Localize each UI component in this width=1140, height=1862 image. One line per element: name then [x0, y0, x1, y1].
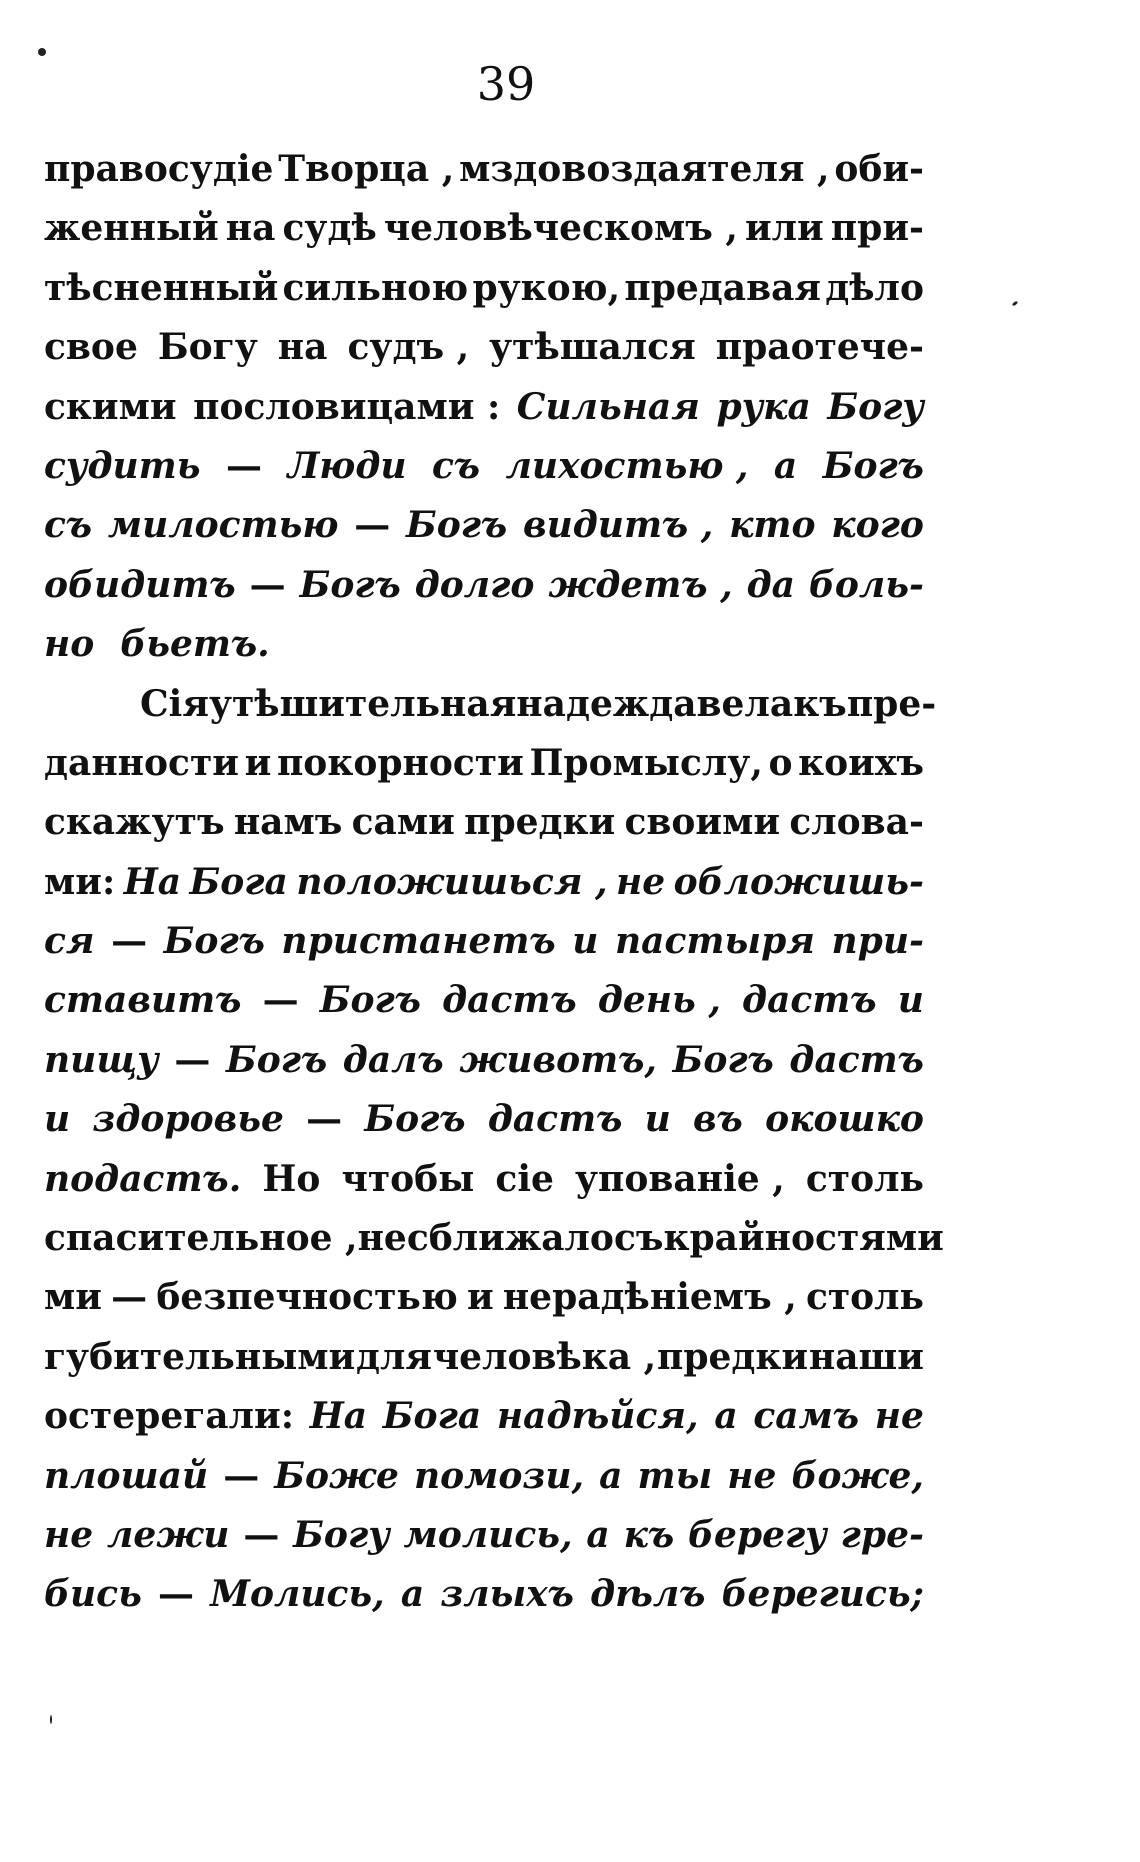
word: утѣшительная [208, 682, 517, 725]
word: пословицами : [193, 385, 501, 428]
word: Люди [287, 444, 407, 487]
word: Богъ [163, 920, 265, 963]
word: утѣшался [489, 326, 696, 369]
word: правосудіе [44, 148, 274, 190]
word: столь [805, 1276, 924, 1319]
word: ми [44, 1276, 102, 1319]
word: видитъ , [522, 504, 714, 547]
word: къ [623, 1513, 675, 1556]
word: гре- [840, 1513, 924, 1556]
word: окошко [765, 1098, 924, 1141]
text-line [44, 1090, 924, 1149]
word: Богъ [364, 1098, 466, 1141]
word: рукою, [472, 266, 621, 309]
word: — [262, 979, 299, 1022]
word: или [744, 207, 824, 250]
word: Богъ [225, 1038, 328, 1081]
word: а [599, 1454, 623, 1497]
word: не [357, 1217, 407, 1260]
word: да [746, 563, 795, 606]
word: милостью [107, 504, 339, 547]
word: здоровье [92, 1098, 284, 1141]
text-line [44, 1387, 924, 1446]
word: и [44, 1098, 71, 1141]
word: свое [44, 326, 138, 369]
word: скажутъ [44, 801, 225, 844]
word: бись [44, 1573, 142, 1616]
word: предавая [624, 266, 822, 309]
word: плошай [44, 1454, 209, 1497]
body-text [44, 140, 944, 1625]
word: боже, [791, 1454, 924, 1497]
word: сильною [282, 266, 469, 309]
word: крайностями [663, 1217, 944, 1260]
word: покорности [276, 741, 524, 784]
text-line [44, 1268, 924, 1327]
ink-speck [1012, 301, 1019, 307]
word: губительными [44, 1335, 356, 1378]
word: не [727, 1454, 777, 1497]
word: вела [696, 682, 794, 725]
word: намъ [233, 801, 343, 844]
word: — [354, 504, 391, 547]
word: Богъ [299, 563, 401, 606]
word: надѣйся, [496, 1395, 699, 1438]
word: слова- [789, 801, 924, 844]
word: и [644, 1098, 671, 1141]
word: а [400, 1573, 425, 1616]
word: въ [693, 1098, 743, 1141]
word: сближало [406, 1217, 614, 1260]
word: Промыслу, [529, 741, 763, 784]
text-line [44, 1506, 924, 1565]
word: предки [656, 1335, 809, 1378]
word: — [111, 1276, 148, 1319]
word: мздовоздаятеля , [459, 148, 830, 190]
word: Богу [157, 326, 258, 369]
word: на [225, 207, 276, 250]
word: а [773, 444, 798, 487]
text-line [44, 734, 924, 793]
word: не [44, 1513, 94, 1556]
word: предки [464, 801, 616, 844]
word: для [356, 1335, 433, 1378]
word: судъ , [347, 326, 470, 369]
word: праотече- [715, 326, 924, 369]
word: дѣлъ [590, 1573, 706, 1616]
word: обидитъ [44, 563, 236, 606]
word: своими [624, 801, 781, 844]
word: дастъ [742, 979, 877, 1022]
word: судѣ [282, 207, 377, 250]
word: берегись; [721, 1573, 924, 1616]
text-line [44, 912, 924, 971]
word: На [309, 1395, 368, 1438]
text-line [44, 1031, 924, 1090]
page-number: 39 [476, 57, 536, 111]
word: данности [44, 741, 239, 784]
word: пастыря [614, 920, 815, 963]
word: сами [351, 801, 455, 844]
word: далъ [342, 1038, 444, 1081]
word: и [466, 1276, 494, 1319]
word: дастъ [442, 979, 577, 1022]
word: нерадѣніемъ , [502, 1276, 797, 1319]
word: — [243, 1513, 280, 1556]
word: пристанетъ [281, 920, 556, 963]
text-line [44, 971, 924, 1030]
word: день , [597, 979, 721, 1022]
text-line [44, 1150, 924, 1209]
word: о [768, 741, 793, 784]
word: долго [414, 563, 535, 606]
word: Богъ [822, 444, 924, 487]
word: безпечностью [156, 1276, 458, 1319]
word: — [225, 444, 262, 487]
word: Богъ [672, 1038, 774, 1081]
word: бьетъ. [120, 623, 270, 666]
text-line [44, 1209, 944, 1268]
word: ты [637, 1454, 713, 1497]
word: Бога [189, 860, 288, 903]
word: Молись, [210, 1573, 385, 1616]
word: — [249, 563, 286, 606]
word: кто [729, 504, 816, 547]
word: ставитъ [44, 979, 242, 1022]
word: не [615, 860, 666, 903]
word: положишься , [296, 860, 608, 903]
word: при- [830, 207, 924, 250]
word: дастъ [789, 1038, 924, 1081]
word: съ [432, 444, 481, 487]
word: на [277, 326, 328, 369]
word: молись, [403, 1513, 573, 1556]
text-line [44, 1447, 924, 1506]
word: человѣка , [432, 1335, 657, 1378]
word: кого [831, 504, 924, 547]
word: къ [793, 682, 847, 725]
word: помози, [413, 1454, 585, 1497]
word: берегу [688, 1513, 827, 1556]
word: женный [44, 207, 219, 250]
word: съ [44, 504, 93, 547]
word: съ [613, 1217, 664, 1260]
word: пищу [44, 1038, 159, 1081]
word: подастъ. [44, 1157, 242, 1200]
text-line [44, 793, 924, 852]
word: ся [44, 920, 95, 963]
word: лежи [107, 1513, 230, 1556]
word: тѣсненный [44, 266, 279, 309]
word: дастъ [487, 1098, 623, 1141]
text-line [44, 853, 924, 912]
word: чтобы [341, 1157, 475, 1200]
word: а [714, 1395, 738, 1438]
word: человѣческомъ , [383, 207, 738, 250]
word: обложишь- [673, 860, 924, 903]
text-line [44, 140, 924, 199]
text-line [44, 378, 924, 437]
word: надежда [516, 682, 697, 725]
word: не [874, 1395, 924, 1438]
word: спасительное , [44, 1217, 358, 1260]
word: Богу [827, 385, 924, 428]
word: и [897, 979, 924, 1022]
word: животъ, [459, 1038, 657, 1081]
word: На [123, 860, 182, 903]
word: а [586, 1513, 610, 1556]
word: Сія [140, 682, 209, 725]
word: коихъ [798, 741, 924, 784]
text-line [44, 318, 924, 377]
text-line [44, 259, 924, 318]
word: — [306, 1098, 343, 1141]
word: и [244, 741, 272, 784]
word: боль- [808, 563, 924, 606]
text-line [44, 1328, 924, 1387]
word: Но [262, 1157, 321, 1200]
word: Творца , [278, 148, 455, 190]
word: — [223, 1454, 260, 1497]
text-line [44, 1565, 924, 1624]
word: Сильная [516, 385, 700, 428]
word: при- [831, 920, 924, 963]
word: ждетъ , [548, 563, 733, 606]
word: Бога [382, 1395, 482, 1438]
word: судить [44, 444, 201, 487]
word: Богъ [319, 979, 421, 1022]
word: упованіе , [575, 1157, 785, 1200]
word: наши [808, 1335, 924, 1378]
text-line [44, 437, 924, 496]
text-line [44, 496, 924, 555]
word: Богъ [405, 504, 508, 547]
word: сіе [495, 1157, 554, 1200]
word: скими [44, 385, 177, 428]
ink-speck [50, 1715, 52, 1724]
word: Боже [274, 1454, 399, 1497]
word: дѣло [825, 266, 924, 309]
word: — [174, 1038, 211, 1081]
word: оби- [834, 148, 924, 190]
word: рука [716, 385, 811, 428]
word: — [157, 1573, 194, 1616]
text-line [44, 615, 924, 674]
text-line [44, 199, 924, 258]
word: лихостью , [505, 444, 749, 487]
word: злыхъ [440, 1573, 574, 1616]
word: — [111, 920, 148, 963]
word: но [44, 623, 95, 666]
word: остерегали: [44, 1395, 294, 1438]
text-line [44, 556, 924, 615]
word: столь [805, 1157, 924, 1200]
word: ми: [44, 860, 116, 903]
word: Богу [293, 1513, 390, 1556]
word: пре- [846, 682, 937, 725]
text-line [44, 675, 937, 734]
word: самъ [753, 1395, 860, 1438]
word: и [572, 920, 599, 963]
